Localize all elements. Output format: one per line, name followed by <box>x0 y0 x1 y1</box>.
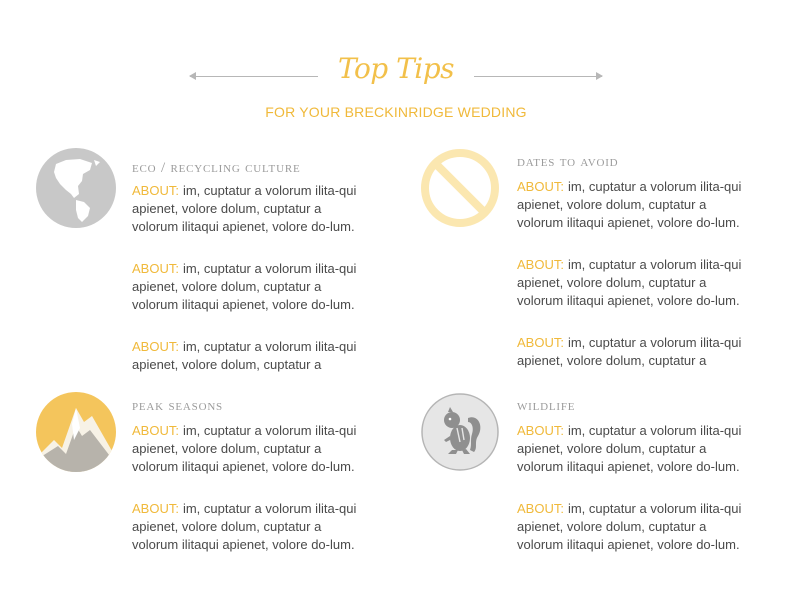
paragraph-label: ABOUT: <box>517 335 564 350</box>
mountain-icon <box>36 392 116 472</box>
paragraph <box>132 422 368 476</box>
section-heading: wildlife <box>517 398 576 414</box>
paragraph-text: im, cuptatur a volorum ilita-qui apienet, volore dolum, cuptatur a volorum ilitaqui apienet, volore do-lum. <box>517 257 742 308</box>
paragraph <box>517 422 753 476</box>
paragraph-label: ABOUT: <box>517 423 564 438</box>
prohibited-icon <box>420 148 500 228</box>
paragraph <box>517 178 753 232</box>
paragraph-label: ABOUT: <box>132 183 179 198</box>
paragraph-label: ABOUT: <box>132 423 179 438</box>
chipmunk-icon <box>420 392 500 472</box>
section-wildlife <box>420 392 760 582</box>
page-subtitle: FOR YOUR BRECKINRIDGE WEDDING <box>265 104 527 120</box>
section-dates-to-avoid <box>420 148 760 378</box>
paragraph <box>132 182 368 236</box>
paragraph <box>517 500 753 554</box>
paragraph-text: im, cuptatur a volorum ilita-qui apienet, volore dolum, cuptatur a volorum ilitaqui apienet, volore do-lum. <box>132 261 357 312</box>
header <box>0 0 792 130</box>
globe-icon <box>36 148 116 228</box>
paragraph-label: ABOUT: <box>517 257 564 272</box>
paragraph-label: ABOUT: <box>132 339 179 354</box>
paragraph-text: im, cuptatur a volorum ilita-qui apienet, volore dolum, cuptatur a volorum ilitaqui apienet, volore do-lum. <box>517 501 742 552</box>
paragraph-text: im, cuptatur a volorum ilita-qui apienet, volore dolum, cuptatur a volorum ilitaqui apienet, volore do-lum. <box>132 423 357 474</box>
section-eco-recycling <box>36 148 376 378</box>
paragraph-label: ABOUT: <box>132 501 179 516</box>
paragraph <box>517 256 753 310</box>
paragraph-label: ABOUT: <box>132 261 179 276</box>
section-heading: dates to avoid <box>517 154 619 170</box>
paragraph <box>517 334 753 370</box>
section-heading: peak seasons <box>132 398 223 414</box>
paragraph-text: im, cuptatur a volorum ilita-qui apienet, volore dolum, cuptatur a volorum ilitaqui apienet, volore do-lum. <box>517 179 742 230</box>
paragraph <box>132 338 368 374</box>
paragraph-text: im, cuptatur a volorum ilita-qui apienet, volore dolum, cuptatur a <box>517 335 742 368</box>
paragraph-text: im, cuptatur a volorum ilita-qui apienet, volore dolum, cuptatur a volorum ilitaqui apienet, volore do-lum. <box>132 183 357 234</box>
page-title: Top Tips <box>337 52 455 85</box>
paragraph-text: im, cuptatur a volorum ilita-qui apienet, volore dolum, cuptatur a volorum ilitaqui apienet, volore do-lum. <box>517 423 742 474</box>
paragraph <box>132 500 368 554</box>
section-heading: eco / recycling culture <box>132 160 301 176</box>
paragraph-text: im, cuptatur a volorum ilita-qui apienet, volore dolum, cuptatur a <box>132 339 357 372</box>
paragraph-label: ABOUT: <box>517 501 564 516</box>
paragraph-text: im, cuptatur a volorum ilita-qui apienet, volore dolum, cuptatur a volorum ilitaqui apienet, volore do-lum. <box>132 501 357 552</box>
paragraph <box>132 260 368 314</box>
right-arrow-decoration <box>474 76 602 77</box>
left-arrow-decoration <box>190 76 318 77</box>
section-peak-seasons <box>36 392 376 582</box>
paragraph-label: ABOUT: <box>517 179 564 194</box>
